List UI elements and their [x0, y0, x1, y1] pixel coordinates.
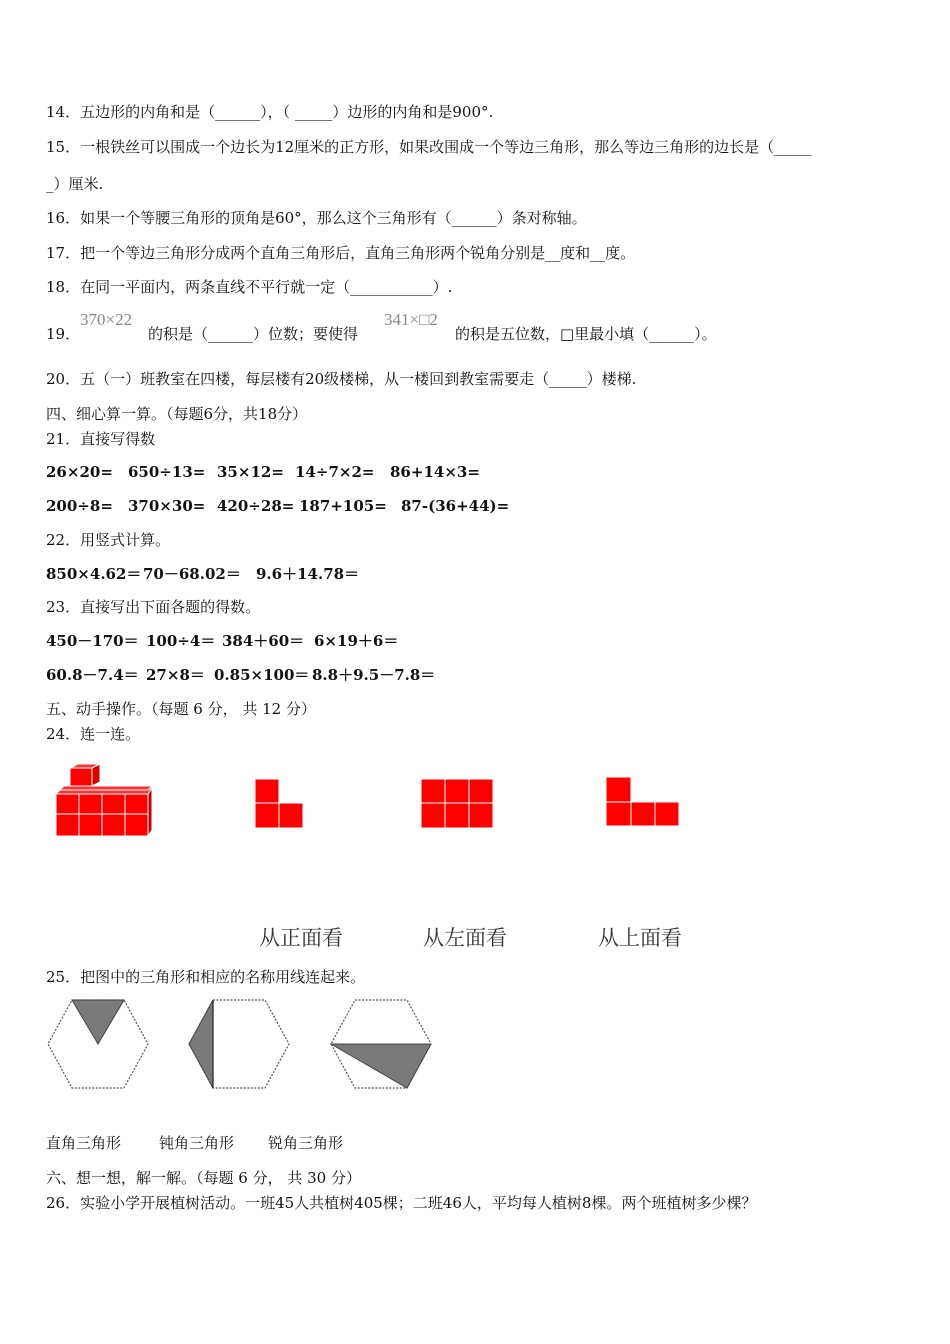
calc-item: 850×4.62＝: [46, 565, 142, 583]
triangle-name-obtuse: 钝角三角形: [159, 1134, 235, 1152]
view-shape-2: [421, 779, 494, 829]
question-23: 23．直接写出下面各题的得数。: [46, 598, 261, 616]
question-17: 17．把一个等边三角形分成两个直角三角形后，直角三角形两个锐角分别是__度和__度。: [46, 244, 636, 262]
question-14: 14．五边形的内角和是（______），（ _____）边形的内角和是900°.: [46, 103, 494, 121]
hexagon-right-triangle-figure: [188, 998, 290, 1090]
calc-item: 87-(36+44)=: [401, 497, 510, 515]
calc-item: 420÷28=: [217, 497, 295, 515]
question-25: 25．把图中的三角形和相应的名称用线连起来。: [46, 968, 366, 986]
cube-stack-3d-figure: [52, 764, 152, 839]
question-15-line1: 15．一根铁丝可以围成一个边长为12厘米的正方形，如果改围成一个等边三角形，那么等边三角形的边长是（_____: [46, 138, 812, 156]
section-6-heading: 六、想一想，解一解。（每题 6 分， 共 30 分）: [46, 1169, 361, 1187]
view-shape-1: [255, 779, 305, 829]
calc-item: 450－170＝: [46, 632, 139, 650]
section-5-heading: 五、动手操作。（每题 6 分， 共 12 分）: [46, 700, 316, 718]
calc-item: 200÷8=: [46, 497, 113, 515]
question-18: 18．在同一平面内，两条直线不平行就一定（___________）.: [46, 278, 453, 296]
calc-item: 35×12=: [217, 463, 284, 481]
triangle-name-acute: 锐角三角形: [268, 1134, 344, 1152]
expression-341x2: 341×□2: [384, 310, 438, 329]
view-label-front: 从正面看: [259, 926, 343, 950]
calc-item: 8.8＋9.5－7.8＝: [312, 666, 436, 684]
calc-item: 100÷4＝: [146, 632, 216, 650]
calc-item: 6×19＋6＝: [314, 632, 399, 650]
calc-item: 187+105=: [299, 497, 387, 515]
question-22: 22．用竖式计算。: [46, 531, 171, 549]
view-shape-3: [606, 777, 680, 827]
calc-item: 27×8＝: [146, 666, 205, 684]
question-15-line2: _）厘米.: [46, 175, 104, 193]
question-19-text1: 的积是（______）位数；要使得: [148, 325, 359, 343]
expression-370x22: 370×22: [80, 310, 133, 329]
calc-item: 384＋60＝: [222, 632, 305, 650]
section-4-heading: 四、细心算一算。（每题6分，共18分）: [46, 405, 308, 423]
calc-item: 70－68.02＝: [143, 565, 241, 583]
hexagon-acute-triangle-figure: [47, 998, 149, 1090]
calc-item: 650÷13=: [128, 463, 206, 481]
calc-item: 9.6＋14.78＝: [256, 565, 360, 583]
calc-item: 26×20=: [46, 463, 113, 481]
calc-item: 14÷7×2=: [295, 463, 375, 481]
calc-item: 60.8－7.4＝: [46, 666, 139, 684]
question-24: 24．连一连。: [46, 725, 141, 743]
question-19-text2: 的积是五位数，□里最小填（______）。: [455, 325, 717, 343]
calc-item: 0.85×100＝: [214, 666, 310, 684]
question-16: 16．如果一个等腰三角形的顶角是60°，那么这个三角形有（______）条对称轴。: [46, 209, 587, 227]
view-label-left: 从左面看: [423, 926, 507, 950]
question-21: 21．直接写得数: [46, 430, 156, 448]
question-19-number: 19．: [46, 325, 81, 343]
view-label-top: 从上面看: [598, 926, 682, 950]
hexagon-obtuse-triangle-figure: [330, 998, 432, 1090]
question-26: 26．实验小学开展植树活动。一班45人共植树405棵；二班46人，平均每人植树8棵。两个班植树多少棵？: [46, 1194, 757, 1212]
calc-item: 86+14×3=: [390, 463, 480, 481]
triangle-name-right: 直角三角形: [46, 1134, 122, 1152]
question-20: 20．五（一）班教室在四楼，每层楼有20级楼梯，从一楼回到教室需要走（_____）楼梯.: [46, 370, 637, 388]
calc-item: 370×30=: [128, 497, 206, 515]
